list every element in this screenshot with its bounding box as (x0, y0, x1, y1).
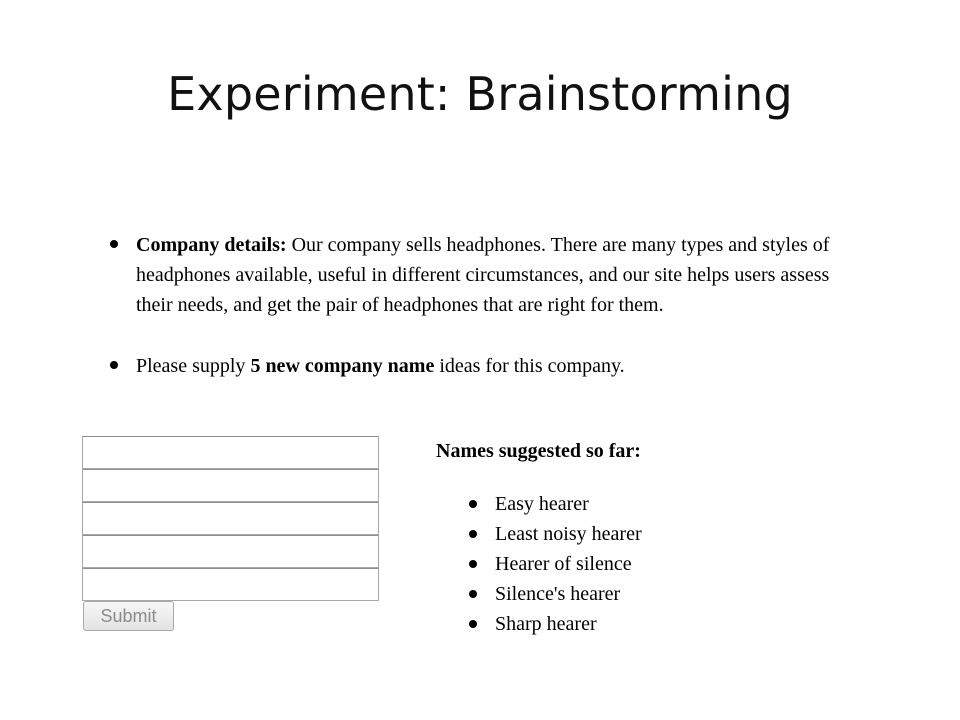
suggestion-text: Silence's hearer (495, 583, 621, 605)
company-details-label: Company details: (136, 234, 287, 256)
bullet-icon (110, 361, 118, 369)
bullet-icon (469, 530, 477, 538)
list-item (469, 609, 642, 639)
name-input-4[interactable] (82, 535, 379, 568)
instructions-list (110, 230, 830, 381)
request-bold: 5 new company name (250, 355, 435, 377)
suggestion-text: Hearer of silence (495, 553, 632, 575)
suggestion-text: Sharp hearer (495, 613, 597, 635)
name-input-2[interactable] (82, 469, 379, 502)
request-suffix: ideas for this company. (434, 355, 625, 377)
bullet-icon (110, 240, 118, 248)
bullet-icon (469, 560, 477, 568)
suggestion-text: Least noisy hearer (495, 523, 642, 545)
list-item (469, 519, 642, 549)
name-input-5[interactable] (82, 568, 379, 601)
company-details-text: Our company sells headphones. There are many types and styles of headphones available, useful in different circumstances, and our site helps users assess their needs, and get the pair of headphones that are right for them. (136, 234, 830, 316)
name-input-stack (82, 436, 379, 601)
slide-title: Experiment: Brainstorming (167, 67, 793, 121)
list-item (469, 579, 642, 609)
name-input-3[interactable] (82, 502, 379, 535)
name-input-1[interactable] (82, 436, 379, 469)
bullet-icon (469, 620, 477, 628)
request-item (110, 351, 830, 381)
bullet-icon (469, 500, 477, 508)
suggestion-text: Easy hearer (495, 493, 589, 515)
submit-button[interactable]: Submit (83, 601, 174, 631)
bullet-icon (469, 590, 477, 598)
suggestions-list (469, 489, 642, 639)
company-details-item (110, 230, 830, 320)
suggestions-heading: Names suggested so far: (436, 440, 641, 462)
list-item (469, 489, 642, 519)
request-prefix: Please supply (136, 355, 251, 377)
list-item (469, 549, 642, 579)
